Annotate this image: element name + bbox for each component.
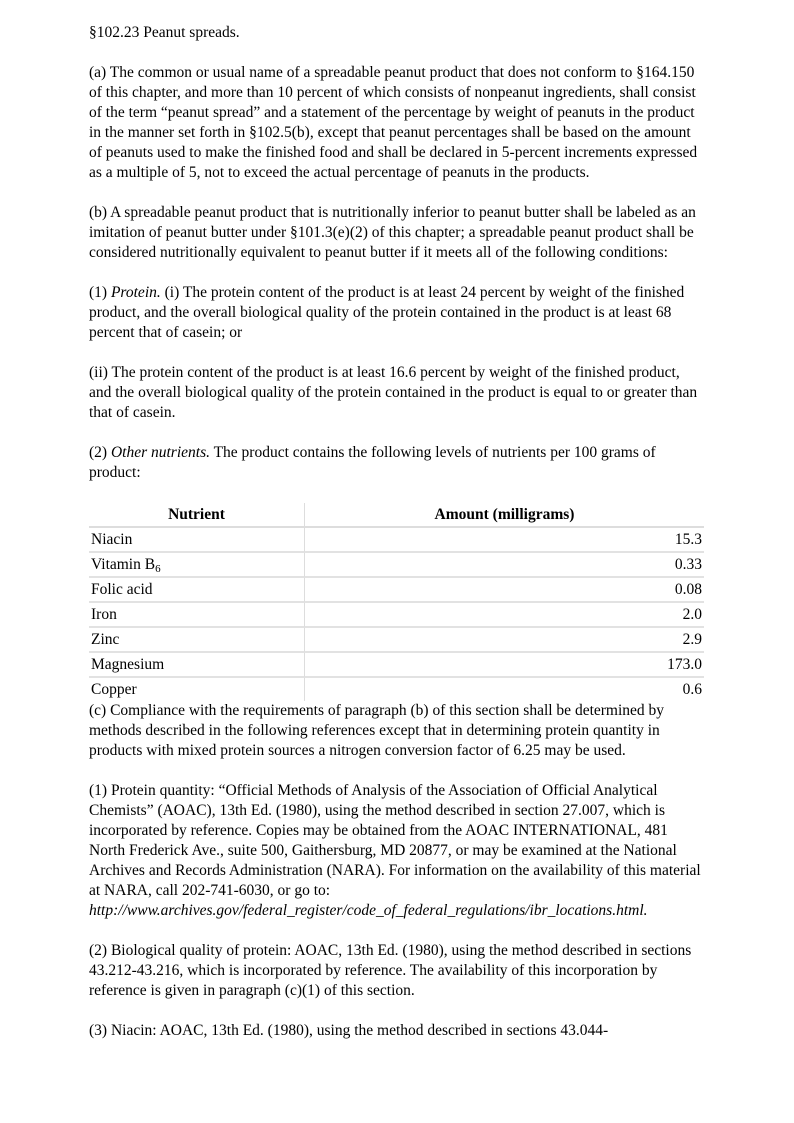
- paragraph-b2-heading: Other nutrients.: [110, 444, 210, 461]
- nutrient-name: Copper: [89, 678, 305, 701]
- nutrient-name-subscript: 6: [155, 563, 161, 575]
- nutrient-name: Iron: [89, 603, 305, 628]
- table-header-row: [89, 503, 704, 528]
- nutrient-name: Folic acid: [89, 578, 305, 603]
- table-row: [89, 628, 704, 653]
- nutrient-name: Zinc: [89, 628, 305, 653]
- nutrient-name: Niacin: [89, 528, 305, 553]
- paragraph-a: (a) The common or usual name of a spreadable peanut product that does not conform to §164.150 of this chapter, and more than 10 percent of which consists of nonpeanut ingredients, shall consist of the term “peanut spread” and a statement of the percentage by weight of peanuts in the product in the manner set forth in §102.5(b), except that peanut percentages shall be based on the amount of peanuts used to make the finished food and shall be declared in 5-percent increments expressed as a multiple of 5, not to exceed the actual percentage of peanuts in the products.: [89, 64, 698, 181]
- nutrient-amount: 0.08: [305, 578, 704, 603]
- document-page: [89, 23, 704, 1061]
- paragraph-c1: [89, 781, 704, 921]
- table-row: [89, 528, 704, 553]
- paragraph-c3: (3) Niacin: AOAC, 13th Ed. (1980), using the method described in sections 43.044-: [89, 1022, 609, 1039]
- paragraph-c1-text: (1) Protein quantity: “Official Methods of Analysis of the Association of Official Analytical Chemists” (AOAC), 13th Ed. (1980), using the method described in section 27.007, which is incorporated by reference. Copies may be obtained from the AOAC INTERNATIONAL, 481 North Frederick Ave., suite 500, Gaithersburg, MD 20877, or may be examined at the National Archives and Records Administration (NARA). For information on the availability of this material at NARA, call 202-741-6030, or go to:: [89, 782, 701, 899]
- nutrient-name: Magnesium: [89, 653, 305, 678]
- paragraph-b2-prefix: (2): [89, 444, 111, 461]
- paragraph-b1-text: (i) The protein content of the product is at least 24 percent by weight of the finished product, and the overall biological quality of the protein contained in the product is at least 68 percent that of casein; or: [89, 284, 685, 341]
- nutrient-amount: 2.9: [305, 628, 704, 653]
- nutrient-amount: 0.33: [305, 553, 704, 578]
- nutrient-amount: 2.0: [305, 603, 704, 628]
- table-row: [89, 653, 704, 678]
- paragraph-b2: [89, 443, 704, 483]
- table-row: [89, 603, 704, 628]
- paragraph-b2-text: The product contains the following levels of nutrients per 100 grams of product:: [89, 444, 656, 481]
- nutrient-amount: 0.6: [682, 681, 702, 698]
- paragraph-b: (b) A spreadable peanut product that is nutritionally inferior to peanut butter shall be labeled as an imitation of peanut butter under §101.3(e)(2) of this chapter; a spreadable peanut product shall be considered nutritionally equivalent to peanut butter if it meets all of the following conditions:: [89, 204, 696, 261]
- nutrient-name-text: Vitamin B: [91, 556, 156, 573]
- paragraph-b1-heading: Protein.: [110, 284, 161, 301]
- table-row: [89, 578, 704, 603]
- paragraph-b1-prefix: (1): [89, 284, 111, 301]
- header-amount: Amount (milligrams): [305, 503, 704, 528]
- paragraph-c: (c) Compliance with the requirements of paragraph (b) of this section shall be determined by methods described in the following references except that in determining protein quantity in products with mixed protein sources a nitrogen conversion factor of 6.25 may be used.: [89, 702, 665, 759]
- paragraph-c2: (2) Biological quality of protein: AOAC, 13th Ed. (1980), using the method described in sections 43.212-43.216, which is incorporated by reference. The availability of this incorporation by reference is given in paragraph (c)(1) of this section.: [89, 942, 692, 999]
- nutrient-amount: 173.0: [305, 653, 704, 678]
- ibr-locations-link: http://www.archives.gov/federal_register/code_of_federal_regulations/ibr_locations.html.: [89, 902, 648, 919]
- nutrient-name: [89, 553, 305, 578]
- table-row: [89, 678, 704, 701]
- section-title: §102.23 Peanut spreads.: [89, 24, 240, 41]
- nutrient-table: [89, 503, 704, 701]
- nutrient-amount: 15.3: [305, 528, 704, 553]
- paragraph-b1: [89, 283, 704, 343]
- header-nutrient: Nutrient: [89, 503, 305, 528]
- paragraph-b1-ii: (ii) The protein content of the product is at least 16.6 percent by weight of the finished product, and the overall biological quality of the protein contained in the product is equal to or greater than that of casein.: [89, 364, 698, 421]
- table-row: [89, 553, 704, 578]
